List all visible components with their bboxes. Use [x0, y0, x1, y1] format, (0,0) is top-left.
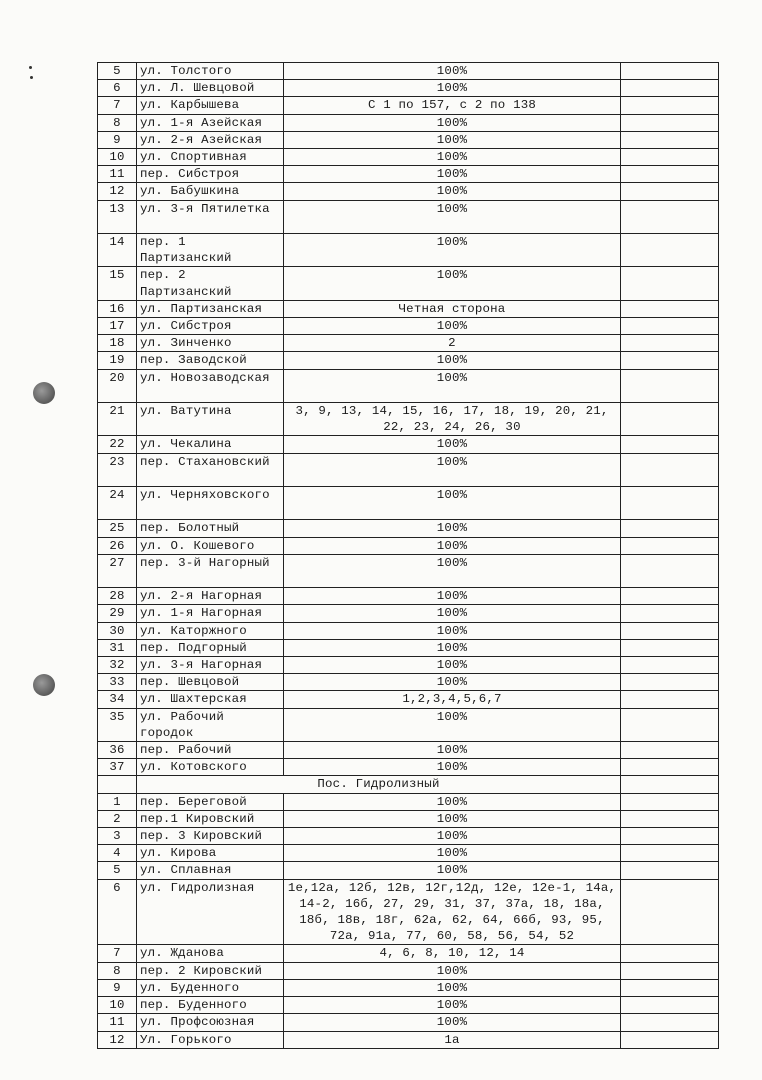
row-number: 10 — [98, 149, 137, 166]
extra-cell — [621, 300, 719, 317]
row-number: 20 — [98, 369, 137, 402]
street-name: ул. 2-я Нагорная — [137, 588, 284, 605]
extra-cell — [621, 80, 719, 97]
street-name: ул. Жданова — [137, 945, 284, 962]
table-row — [98, 369, 719, 402]
coverage-value: 100% — [284, 828, 621, 845]
extra-cell — [621, 234, 719, 267]
street-name: ул. Котовского — [137, 759, 284, 776]
coverage-value: 3, 9, 13, 14, 15, 16, 17, 18, 19, 20, 21, 22, 23, 24, 26, 30 — [284, 403, 621, 436]
row-number: 7 — [98, 945, 137, 962]
table-row — [98, 183, 719, 200]
street-name: пер. 3 Кировский — [137, 828, 284, 845]
coverage-value: 100% — [284, 979, 621, 996]
row-number: 3 — [98, 828, 137, 845]
extra-cell — [621, 1031, 719, 1048]
coverage-value: 100% — [284, 537, 621, 554]
row-number: 37 — [98, 759, 137, 776]
extra-cell — [621, 639, 719, 656]
extra-cell — [621, 403, 719, 436]
coverage-value: Четная сторона — [284, 300, 621, 317]
extra-cell — [621, 554, 719, 587]
coverage-value: 100% — [284, 962, 621, 979]
row-number: 25 — [98, 520, 137, 537]
street-name: пер. Шевцовой — [137, 674, 284, 691]
section-extra-cell — [621, 776, 719, 793]
row-number: 15 — [98, 267, 137, 300]
row-number: 16 — [98, 300, 137, 317]
coverage-value: С 1 по 157, с 2 по 138 — [284, 97, 621, 114]
coverage-value: 1,2,3,4,5,6,7 — [284, 691, 621, 708]
coverage-value: 100% — [284, 183, 621, 200]
street-name: ул. Карбышева — [137, 97, 284, 114]
coverage-value: 100% — [284, 759, 621, 776]
street-name: ул. Л. Шевцовой — [137, 80, 284, 97]
row-number: 5 — [98, 63, 137, 80]
street-name: ул. Сибстроя — [137, 318, 284, 335]
table-row — [98, 997, 719, 1014]
street-name: ул. 1-я Нагорная — [137, 605, 284, 622]
row-number: 17 — [98, 318, 137, 335]
extra-cell — [621, 759, 719, 776]
coverage-value: 1а — [284, 1031, 621, 1048]
table-row — [98, 300, 719, 317]
extra-cell — [621, 828, 719, 845]
street-name: ул. Ватутина — [137, 403, 284, 436]
extra-cell — [621, 691, 719, 708]
row-number: 11 — [98, 1014, 137, 1031]
coverage-value: 100% — [284, 639, 621, 656]
row-number: 10 — [98, 997, 137, 1014]
table-row — [98, 267, 719, 300]
street-name: ул. Новозаводская — [137, 369, 284, 402]
table-row — [98, 674, 719, 691]
extra-cell — [621, 622, 719, 639]
coverage-value: 100% — [284, 622, 621, 639]
table-row — [98, 759, 719, 776]
street-name: ул. Профсоюзная — [137, 1014, 284, 1031]
coverage-value: 100% — [284, 997, 621, 1014]
row-number: 12 — [98, 183, 137, 200]
coverage-value: 4, 6, 8, 10, 12, 14 — [284, 945, 621, 962]
street-name: Ул. Горького — [137, 1031, 284, 1048]
table-row — [98, 403, 719, 436]
coverage-value: 100% — [284, 487, 621, 520]
coverage-value: 100% — [284, 657, 621, 674]
coverage-value: 100% — [284, 793, 621, 810]
table-row — [98, 657, 719, 674]
row-number: 34 — [98, 691, 137, 708]
row-number: 13 — [98, 200, 137, 233]
street-name: ул. Каторжного — [137, 622, 284, 639]
section-header-group — [98, 776, 719, 793]
coverage-value: 100% — [284, 200, 621, 233]
row-number: 35 — [98, 708, 137, 741]
table-row — [98, 554, 719, 587]
extra-cell — [621, 520, 719, 537]
coverage-value: 100% — [284, 862, 621, 879]
row-number: 11 — [98, 166, 137, 183]
table-row — [98, 453, 719, 486]
coverage-value: 100% — [284, 131, 621, 148]
extra-cell — [621, 200, 719, 233]
extra-cell — [621, 879, 719, 945]
coverage-value: 100% — [284, 605, 621, 622]
table-row — [98, 149, 719, 166]
punch-hole-bottom — [33, 674, 55, 696]
extra-cell — [621, 962, 719, 979]
street-name: ул. О. Кошевого — [137, 537, 284, 554]
extra-cell — [621, 742, 719, 759]
extra-cell — [621, 183, 719, 200]
row-number: 24 — [98, 487, 137, 520]
street-name: ул. 2-я Азейская — [137, 131, 284, 148]
extra-cell — [621, 674, 719, 691]
extra-cell — [621, 453, 719, 486]
row-number: 28 — [98, 588, 137, 605]
coverage-value: 100% — [284, 149, 621, 166]
street-name: пер. Заводской — [137, 352, 284, 369]
street-name: пер. Сибстроя — [137, 166, 284, 183]
table-row — [98, 793, 719, 810]
row-number: 9 — [98, 131, 137, 148]
extra-cell — [621, 945, 719, 962]
table-row — [98, 962, 719, 979]
section-header-row — [98, 776, 719, 793]
table-row — [98, 97, 719, 114]
street-name: пер. Стахановский — [137, 453, 284, 486]
row-number: 7 — [98, 97, 137, 114]
row-number: 36 — [98, 742, 137, 759]
row-number: 33 — [98, 674, 137, 691]
extra-cell — [621, 63, 719, 80]
street-name: ул. Шахтерская — [137, 691, 284, 708]
table-row — [98, 335, 719, 352]
extra-cell — [621, 793, 719, 810]
extra-cell — [621, 810, 719, 827]
row-number: 12 — [98, 1031, 137, 1048]
coverage-value: 100% — [284, 369, 621, 402]
table-row — [98, 691, 719, 708]
street-name: ул. Черняховского — [137, 487, 284, 520]
street-name: пер. 2 Кировский — [137, 962, 284, 979]
extra-cell — [621, 487, 719, 520]
street-name: ул. Зинченко — [137, 335, 284, 352]
coverage-value: 100% — [284, 453, 621, 486]
table-row — [98, 131, 719, 148]
street-name: ул. Спортивная — [137, 149, 284, 166]
coverage-value: 100% — [284, 674, 621, 691]
street-name: пер. 2 Партизанский — [137, 267, 284, 300]
coverage-value: 1е,12а, 12б, 12в, 12г,12д, 12е, 12е-1, 14а, 14-2, 16б, 27, 29, 31, 37, 37а, 18, 18а, 18б, 18в, 18г, 62а, 62, 64, 66б, 93, 95, 72а, 91а, 77, 60, 58, 56, 54, 52 — [284, 879, 621, 945]
row-number: 31 — [98, 639, 137, 656]
coverage-value: 100% — [284, 588, 621, 605]
row-number: 6 — [98, 879, 137, 945]
table-row — [98, 1031, 719, 1048]
street-name: ул. Буденного — [137, 979, 284, 996]
section-title: Пос. Гидролизный — [137, 776, 621, 793]
coverage-value: 100% — [284, 436, 621, 453]
extra-cell — [621, 267, 719, 300]
extra-cell — [621, 537, 719, 554]
extra-cell — [621, 979, 719, 996]
table-row — [98, 436, 719, 453]
extra-cell — [621, 862, 719, 879]
row-number: 32 — [98, 657, 137, 674]
scan-speck — [29, 66, 32, 69]
coverage-value: 100% — [284, 1014, 621, 1031]
coverage-value: 100% — [284, 810, 621, 827]
coverage-value: 100% — [284, 166, 621, 183]
extra-cell — [621, 997, 719, 1014]
extra-cell — [621, 588, 719, 605]
street-name: пер. 1 Партизанский — [137, 234, 284, 267]
table-row — [98, 862, 719, 879]
table-row — [98, 979, 719, 996]
extra-cell — [621, 131, 719, 148]
street-name: ул. Чекалина — [137, 436, 284, 453]
row-number: 1 — [98, 793, 137, 810]
extra-cell — [621, 436, 719, 453]
coverage-value: 2 — [284, 335, 621, 352]
extra-cell — [621, 708, 719, 741]
row-number: 9 — [98, 979, 137, 996]
street-name: пер. Болотный — [137, 520, 284, 537]
coverage-value: 100% — [284, 845, 621, 862]
table-row — [98, 622, 719, 639]
scan-speck — [30, 76, 33, 79]
street-name: пер.1 Кировский — [137, 810, 284, 827]
street-name: пер. Рабочий — [137, 742, 284, 759]
table-row — [98, 114, 719, 131]
street-name: ул. Бабушкина — [137, 183, 284, 200]
row-number: 19 — [98, 352, 137, 369]
row-number: 8 — [98, 962, 137, 979]
table-row — [98, 828, 719, 845]
table-row — [98, 1014, 719, 1031]
extra-cell — [621, 845, 719, 862]
row-number: 27 — [98, 554, 137, 587]
street-name: пер. Береговой — [137, 793, 284, 810]
row-number: 8 — [98, 114, 137, 131]
table-row — [98, 605, 719, 622]
table-row — [98, 352, 719, 369]
coverage-value: 100% — [284, 234, 621, 267]
table-row — [98, 639, 719, 656]
table-row — [98, 80, 719, 97]
extra-cell — [621, 605, 719, 622]
extra-cell — [621, 657, 719, 674]
table-row — [98, 945, 719, 962]
row-number: 26 — [98, 537, 137, 554]
row-number: 4 — [98, 845, 137, 862]
coverage-value: 100% — [284, 520, 621, 537]
row-number: 29 — [98, 605, 137, 622]
table-row — [98, 318, 719, 335]
extra-cell — [621, 318, 719, 335]
row-number: 5 — [98, 862, 137, 879]
table-row — [98, 166, 719, 183]
extra-cell — [621, 369, 719, 402]
street-name: пер. 3-й Нагорный — [137, 554, 284, 587]
row-number: 21 — [98, 403, 137, 436]
coverage-value: 100% — [284, 267, 621, 300]
coverage-value: 100% — [284, 80, 621, 97]
row-number: 22 — [98, 436, 137, 453]
street-name: ул. Кирова — [137, 845, 284, 862]
street-name: ул. 1-я Азейская — [137, 114, 284, 131]
table-row — [98, 588, 719, 605]
table-row — [98, 537, 719, 554]
table-row — [98, 708, 719, 741]
coverage-value: 100% — [284, 114, 621, 131]
table-row — [98, 845, 719, 862]
streets-table — [97, 62, 719, 1049]
extra-cell — [621, 166, 719, 183]
coverage-value: 100% — [284, 352, 621, 369]
table-row — [98, 200, 719, 233]
street-name: ул. 3-я Нагорная — [137, 657, 284, 674]
table-row — [98, 234, 719, 267]
table-row — [98, 487, 719, 520]
street-name: ул. Гидролизная — [137, 879, 284, 945]
extra-cell — [621, 1014, 719, 1031]
street-name: ул. Партизанская — [137, 300, 284, 317]
table-row — [98, 520, 719, 537]
coverage-value: 100% — [284, 554, 621, 587]
street-name: ул. 3-я Пятилетка — [137, 200, 284, 233]
table-body-bottom — [98, 793, 719, 1048]
row-number: 30 — [98, 622, 137, 639]
coverage-value: 100% — [284, 63, 621, 80]
row-number: 18 — [98, 335, 137, 352]
street-name: ул. Рабочий городок — [137, 708, 284, 741]
table-row — [98, 63, 719, 80]
table-row — [98, 810, 719, 827]
street-name: ул. Толстого — [137, 63, 284, 80]
extra-cell — [621, 114, 719, 131]
coverage-value: 100% — [284, 708, 621, 741]
extra-cell — [621, 335, 719, 352]
extra-cell — [621, 149, 719, 166]
coverage-value: 100% — [284, 742, 621, 759]
table-row — [98, 742, 719, 759]
row-number: 14 — [98, 234, 137, 267]
row-number: 23 — [98, 453, 137, 486]
extra-cell — [621, 97, 719, 114]
punch-hole-top — [33, 382, 55, 404]
extra-cell — [621, 352, 719, 369]
street-name: пер. Подгорный — [137, 639, 284, 656]
table-body-top — [98, 63, 719, 776]
row-number: 6 — [98, 80, 137, 97]
street-name: ул. Сплавная — [137, 862, 284, 879]
row-number: 2 — [98, 810, 137, 827]
section-num-cell — [98, 776, 137, 793]
coverage-value: 100% — [284, 318, 621, 335]
street-name: пер. Буденного — [137, 997, 284, 1014]
table-row — [98, 879, 719, 945]
